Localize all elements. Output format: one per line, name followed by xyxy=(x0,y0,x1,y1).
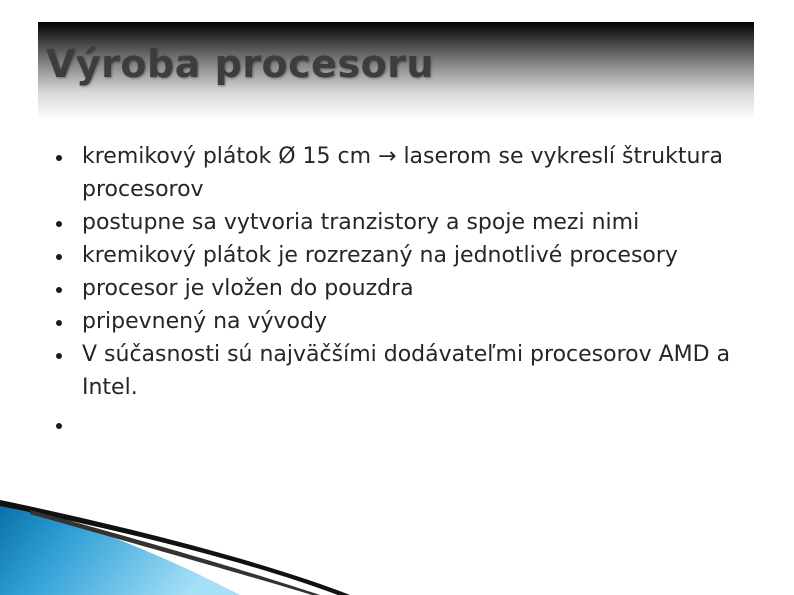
slide-title: Výroba procesoru xyxy=(46,42,434,86)
bullet-text: kremikový plátok Ø 15 cm → laserom se vykreslí štruktura procesorov xyxy=(82,144,723,202)
bullet-dot-icon xyxy=(56,287,62,293)
bullet-dot-icon xyxy=(56,254,62,260)
bullet-text: V súčasnosti sú najväčšími dodávateľmi procesorov AMD a Intel. xyxy=(82,342,731,400)
swoosh-thin-line xyxy=(30,510,320,595)
bullet-item xyxy=(56,140,756,206)
bullet-dot-icon xyxy=(56,423,62,429)
bullet-text: kremikový plátok je rozrezaný na jednotlivé procesory xyxy=(82,243,678,268)
swoosh-dark-line xyxy=(0,500,350,595)
bullet-item xyxy=(56,338,756,404)
bullet-dot-icon xyxy=(56,320,62,326)
bullet-dot-icon xyxy=(56,155,62,161)
bullet-item xyxy=(56,206,756,239)
bullet-item xyxy=(56,239,756,272)
swoosh-blue-shape xyxy=(0,503,240,595)
bullet-dot-icon xyxy=(56,221,62,227)
bullet-item xyxy=(56,272,756,305)
bullet-text: postupne sa vytvoria tranzistory a spoje mezi nimi xyxy=(82,210,640,235)
bullet-text: procesor je vložen do pouzdra xyxy=(82,276,414,301)
bullet-text: pripevnený na vývody xyxy=(82,309,327,334)
bullet-list xyxy=(56,140,756,441)
bullet-dot-icon xyxy=(56,353,62,359)
bullet-item-empty xyxy=(56,408,756,441)
bullet-item xyxy=(56,305,756,338)
